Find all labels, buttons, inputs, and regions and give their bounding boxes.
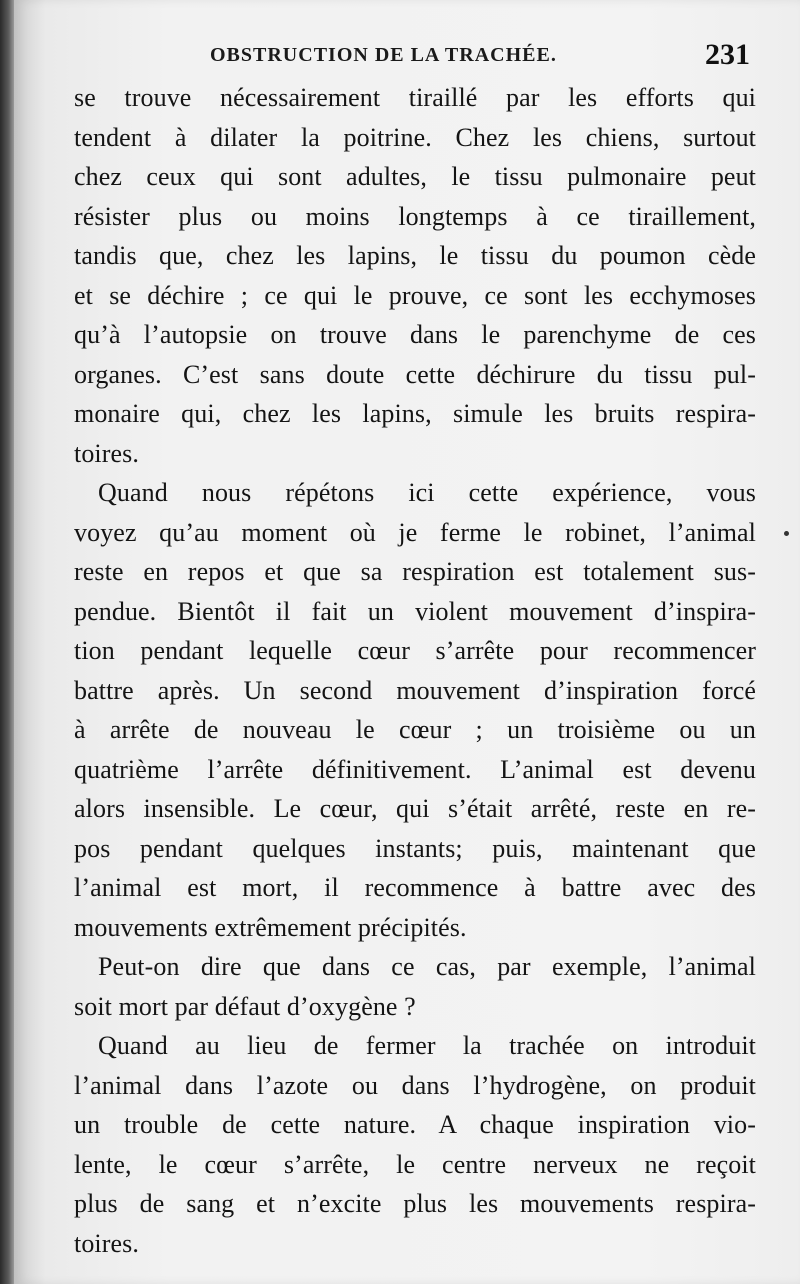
body-text: [74, 78, 756, 1263]
text-line: l’animal est mort, il recommence à battre avec des: [74, 873, 756, 902]
text-line: organes. C’est sans doute cette déchirure du tissu pul-: [74, 359, 756, 389]
paragraph-3: [74, 947, 756, 1026]
text-line: toires.: [74, 1228, 139, 1258]
text-line: lente, le cœur s’arrête, le centre nerveux ne reçoit: [74, 1149, 756, 1179]
text-line: tion pendant lequelle cœur s’arrête pour recommencer: [74, 636, 756, 665]
running-title: OBSTRUCTION DE LA TRACHÉE.: [210, 44, 557, 66]
paragraph-2: [74, 473, 756, 947]
margin-speck: [784, 531, 789, 536]
paragraph-4: [74, 1026, 756, 1263]
text-line: se trouve nécessairement tiraillé par les efforts qui: [74, 83, 756, 112]
book-spine-edge: [0, 0, 14, 1284]
text-line: pendue. Bientôt il fait un violent mouvement d’inspira-: [74, 596, 756, 626]
paragraph-1: [74, 78, 756, 473]
text-line: à arrête de nouveau le cœur ; un troisième ou un: [74, 715, 756, 744]
text-line: quatrième l’arrête définitivement. L’animal est devenu: [74, 754, 756, 784]
text-line: battre après. Un second mouvement d’inspiration forcé: [74, 675, 756, 705]
text-line: Quand au lieu de fermer la trachée on introduit: [98, 1031, 756, 1060]
text-line: Peut-on dire que dans ce cas, par exemple, l’animal: [98, 952, 756, 981]
text-line: monaire qui, chez les lapins, simule les bruits respira-: [74, 399, 756, 428]
text-line: mouvements extrêmement précipités.: [74, 912, 467, 942]
text-line: soit mort par défaut d’oxygène ?: [74, 991, 416, 1021]
text-line: toires.: [74, 438, 139, 468]
text-line: résister plus ou moins longtemps à ce tiraillement,: [74, 201, 756, 231]
text-line: pos pendant quelques instants; puis, maintenant que: [74, 833, 756, 863]
text-line: un trouble de cette nature. A chaque inspiration vio-: [74, 1110, 756, 1139]
text-line: alors insensible. Le cœur, qui s’était arrêté, reste en re-: [74, 794, 756, 823]
text-line: qu’à l’autopsie on trouve dans le parenchyme de ces: [74, 320, 756, 349]
text-line: plus de sang et n’excite plus les mouvements respira-: [74, 1189, 756, 1218]
text-line: chez ceux qui sont adultes, le tissu pulmonaire peut: [74, 162, 756, 191]
page-number: 231: [705, 38, 750, 71]
text-line: Quand nous répétons ici cette expérience, vous: [98, 478, 756, 507]
page-header: [60, 38, 760, 78]
text-line: tandis que, chez les lapins, le tissu du poumon cède: [74, 241, 756, 270]
text-line: et se déchire ; ce qui le prouve, ce sont les ecchymoses: [74, 280, 756, 310]
text-line: voyez qu’au moment où je ferme le robinet, l’animal: [74, 517, 756, 547]
text-line: l’animal dans l’azote ou dans l’hydrogène, on produit: [74, 1070, 756, 1100]
text-line: tendent à dilater la poitrine. Chez les chiens, surtout: [74, 122, 756, 152]
text-line: reste en repos et que sa respiration est totalement sus-: [74, 557, 756, 586]
